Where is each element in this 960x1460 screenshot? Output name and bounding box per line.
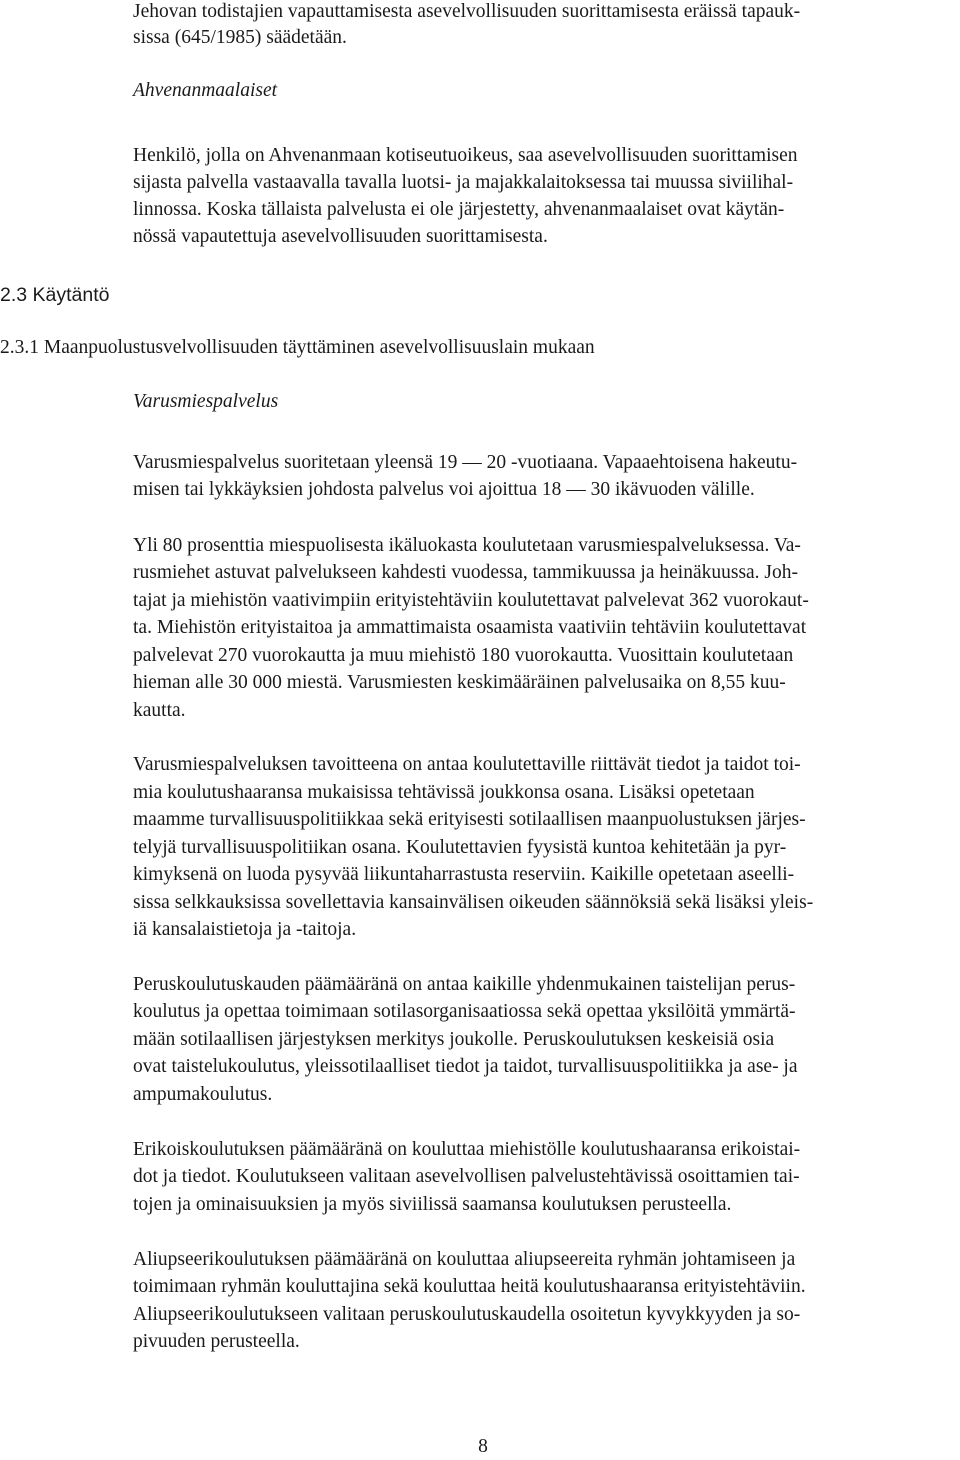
p3-line-5: kimyksenä on luoda pysyvää liikuntaharrastusta reserviin. Kaikille opetetaan aseelli- [133, 864, 795, 885]
p3-line-2: mia koulutushaaransa mukaisissa tehtävissä joukkonsa osana. Lisäksi opetetaan [133, 782, 755, 803]
p3-line-7: iä kansalaistietoja ja -taitoja. [133, 919, 357, 940]
p3-line-3: maamme turvallisuuspolitiikkaa sekä erityisesti sotilaallisen maanpuolustuksen järjes- [133, 809, 806, 830]
ahvenanmaa-line-2: sijasta palvella vastaavalla tavalla luotsi- ja majakkalaitoksessa tai muussa siviilihal- [133, 172, 794, 193]
p5-line-1: Erikoiskoulutuksen päämääränä on kouluttaa miehistölle koulutushaaransa erikoistai- [133, 1139, 801, 1160]
p4-line-3: mään sotilaallisen järjestyksen merkitys joukolle. Peruskoulutuksen keskeisiä osia [133, 1029, 775, 1050]
p4-line-5: ampumakoulutus. [133, 1084, 273, 1105]
p3-line-1: Varusmiespalveluksen tavoitteena on antaa koulutettaville riittävät tiedot ja taidot toi- [133, 754, 801, 775]
subheading-varusmiespalvelus: Varusmiespalvelus [133, 391, 279, 412]
p2-line-7: kautta. [133, 700, 186, 721]
intro-line-1: Jehovan todistajien vapauttamisesta asevelvollisuuden suorittamisesta eräissä tapauk- [133, 1, 801, 22]
p6-line-2: toimimaan ryhmän kouluttajina sekä kouluttaa heitä koulutushaaransa erityistehtäviin. [133, 1276, 806, 1297]
section-heading-2-3: 2.3 Käytäntö [0, 284, 110, 306]
subheading-ahvenanmaalaiset: Ahvenanmaalaiset [133, 80, 278, 101]
p4-line-1: Peruskoulutuskauden päämääränä on antaa kaikille yhdenmukainen taistelijan perus- [133, 974, 796, 995]
p2-line-4: ta. Miehistön erityistaitoa ja ammattimaista osaamista vaativiin tehtäviin koulutettavat [133, 617, 807, 638]
p3-line-6: sissa selkkauksissa sovellettavia kansainvälisen oikeuden säännöksiä sekä lisäksi yleis- [133, 892, 814, 913]
p5-line-2: dot ja tiedot. Koulutukseen valitaan asevelvollisen palvelustehtävissä osoittamien tai- [133, 1166, 800, 1187]
p2-line-3: tajat ja miehistön vaativimpiin erityistehtäviin koulutettavat palvelevat 362 vuorokaut- [133, 590, 809, 611]
p1-line-1: Varusmiespalvelus suoritetaan yleensä 19 — 20 -vuotiaana. Vapaaehtoisena hakeutu- [133, 452, 798, 473]
p5-line-3: tojen ja ominaisuuksien ja myös siviilissä saamansa koulutuksen perusteella. [133, 1194, 732, 1215]
p6-line-1: Aliupseerikoulutuksen päämääränä on kouluttaa aliupseereita ryhmän johtamiseen ja [133, 1249, 796, 1270]
p1-line-2: misen tai lykkäyksien johdosta palvelus voi ajoittua 18 — 30 ikävuoden välille. [133, 479, 755, 500]
intro-line-2: sissa (645/1985) säädetään. [133, 27, 347, 48]
ahvenanmaa-line-4: nössä vapautettuja asevelvollisuuden suorittamisesta. [133, 226, 548, 247]
ahvenanmaa-line-1: Henkilö, jolla on Ahvenanmaan kotiseutuoikeus, saa asevelvollisuuden suorittamisen [133, 145, 798, 166]
p2-line-2: rusmiehet astuvat palvelukseen kahdesti vuodessa, tammikuussa ja heinäkuussa. Joh- [133, 562, 799, 583]
p4-line-2: koulutus ja opettaa toimimaan sotilasorganisaatiossa sekä opettaa yksilöitä ymmärtä- [133, 1001, 796, 1022]
p2-line-1: Yli 80 prosenttia miespuolisesta ikäluokasta koulutetaan varusmiespalveluksessa. Va- [133, 535, 801, 556]
p2-line-5: palvelevat 270 vuorokautta ja muu miehistö 180 vuorokautta. Vuosittain koulutetaan [133, 645, 794, 666]
p2-line-6: hieman alle 30 000 miestä. Varusmiesten keskimääräinen palvelusaika on 8,55 kuu- [133, 672, 786, 693]
p6-line-3: Aliupseerikoulutukseen valitaan peruskoulutuskaudella osoitetun kyvykkyyden ja so- [133, 1304, 801, 1325]
p6-line-4: pivuuden perusteella. [133, 1331, 300, 1352]
ahvenanmaa-line-3: linnossa. Koska tällaista palvelusta ei ole järjestetty, ahvenanmaalaiset ovat käytän- [133, 199, 785, 220]
section-heading-2-3-1: 2.3.1 Maanpuolustusvelvollisuuden täyttäminen asevelvollisuuslain mukaan [0, 337, 595, 358]
p3-line-4: telyjä turvallisuuspolitiikan osana. Koulutettavien fyysistä kuntoa kehitetään ja pyr- [133, 837, 787, 858]
p4-line-4: ovat taistelukoulutus, yleissotilaalliset tiedot ja taidot, turvallisuuspolitiikka ja ase- ja [133, 1056, 798, 1077]
page-number: 8 [478, 1436, 488, 1457]
